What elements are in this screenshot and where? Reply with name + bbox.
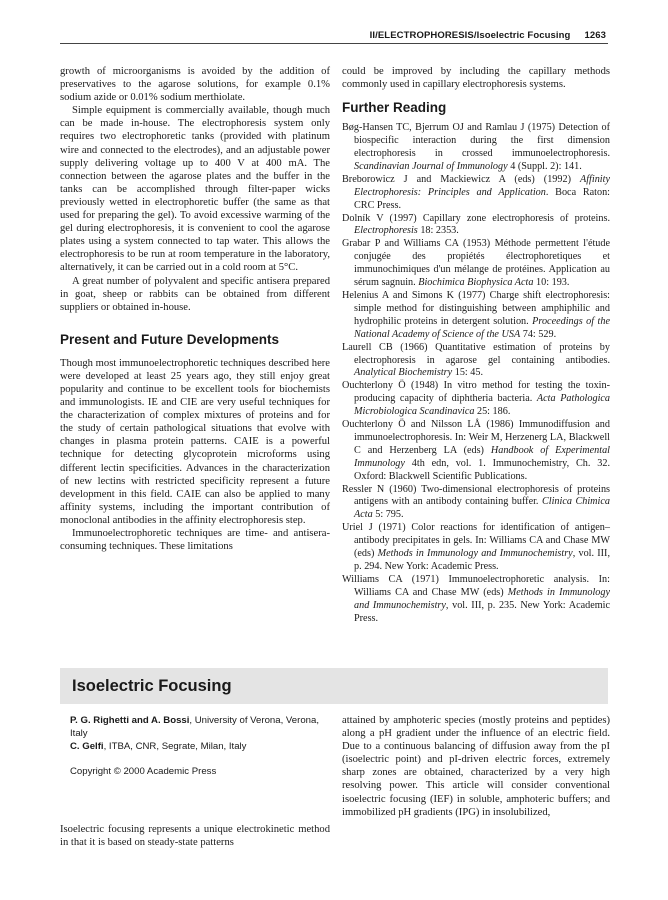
reference-volume: 25: 186. <box>474 406 511 418</box>
reference-item <box>342 419 610 484</box>
author-names-1: P. G. Righetti and A. Bossi <box>70 715 190 726</box>
reference-journal: Clinica Chimica Acta <box>354 496 610 521</box>
right-paragraph-1: could be improved by including the capillary methods commonly used in capillary electrophoresis systems. <box>342 66 610 91</box>
article-title-band <box>60 668 608 704</box>
reference-journal: Acta Pathologica Microbiologica Scandinavica <box>354 393 611 418</box>
reference-item <box>342 522 610 574</box>
reference-journal: Electrophoresis <box>354 225 418 237</box>
left-paragraph-4: Though most immunoelectrophoretic techniques described here were developed at least 25 years ago, they still enjoy great popularity and continue to be excellent tools for biochemists and immunologists. IE and CIE are very useful techniques for the characterization of complex mixtures of proteins and for the study of certain pathological situations that evolve with changes in plasma protein patterns. CAIE is a powerful technique for detecting glycoprotein microforms using different lectin specificities. Advances in the characterization of new lectins with restricted specificity represent a future development in this field. CAIE can also be applied to many affinity systems, including the important contribution of monoclonal antibodies in the affinity electrophoresis step. <box>60 357 330 526</box>
reference-volume: , vol. III, p. 294. New York: Academic Press. <box>354 548 610 572</box>
reference-item <box>342 342 610 381</box>
article-title: Isoelectric Focusing <box>72 677 232 695</box>
reference-item <box>342 380 610 419</box>
section-heading-further-reading: Further Reading <box>342 100 447 116</box>
reference-item <box>342 238 610 290</box>
reference-journal: Methods in Immunology and Immunochemistry <box>377 548 573 560</box>
reference-journal: Analytical Biochemistry <box>354 367 453 379</box>
author-line-1 <box>70 714 330 740</box>
author-affiliation-2: , ITBA, CNR, Segrate, Milan, Italy <box>103 741 247 752</box>
reference-volume: 10: 193. <box>533 277 570 289</box>
reference-citation: Dolník V (1997) Capillary zone electrophoresis of proteins. <box>342 212 610 224</box>
author-block <box>70 714 330 753</box>
reference-item <box>342 290 610 342</box>
reference-volume: 74: 529. <box>520 328 557 340</box>
reference-journal: Handbook of Experimental Immunology <box>354 444 611 469</box>
right-column <box>342 65 610 626</box>
reference-volume: 4 (Suppl. 2): 141. <box>507 160 582 172</box>
reference-citation: Ouchterlony Ö and Nilsson LÅ (1986) Immunodiffusion and immunoelectrophoresis. In: Weir M, Herzenerg LA, Blackwell C and Herzenberg LA (eds) <box>342 419 610 456</box>
reference-journal: Biochimica Biophysica Acta <box>418 277 534 289</box>
copyright-notice: Copyright © 2000 Academic Press <box>70 766 217 777</box>
author-affiliation-1: , University of Verona, Verona, Italy <box>70 715 319 739</box>
reference-volume: 4th edn, vol. 1. Immunochemistry, Ch. 32. Oxford: Blackwell Scientific Publications. <box>354 457 610 482</box>
running-header <box>370 30 606 41</box>
reference-citation: Williams CA (1971) Immunoelectrophoretic analysis. In: Williams CA and Chase MW (eds) <box>342 573 610 598</box>
reference-volume: 15: 45. <box>452 367 484 379</box>
running-header-section: II/ELECTROPHORESIS/Isoelectric Focusing <box>369 30 571 41</box>
reference-journal: Scandinavian Journal of Immunology <box>354 160 508 172</box>
reference-citation: Breborowicz J and Mackiewicz A (eds) (1992) <box>342 173 580 185</box>
article-intro-right-text: attained by amphoteric species (mostly proteins and peptides) along a pH gradient under the influence of an electric field. Due to a continuous balancing of diffusion away from the pI (isoelectric point) and pI-driven electric forces, extremely sharp zones are obtained, characterized by a very high resolving power. This article will consider conventional isoelectric focusing (IEF) in soluble, amphoteric buffers; and immobilized pH gradients (IPG) in insolubilized, <box>342 715 610 818</box>
section-heading-present-future: Present and Future Developments <box>60 331 280 347</box>
reference-citation: Ressler N (1960) Two-dimensional electrophoresis of proteins antigens with an antibody containing buffer. <box>342 483 610 508</box>
reference-citation: Uriel J (1971) Color reactions for identification of antigen–antibody precipitates in gels. In: Williams CA and Chase MW (eds) <box>342 522 610 560</box>
author-line-2 <box>70 740 330 753</box>
reference-item <box>342 174 610 213</box>
reference-list <box>342 122 610 625</box>
reference-citation: Helenius A and Simons K (1977) Charge shift electrophoresis: simple method for distinguishing between amphiphilic and hydrophilic proteins in detergent solution. <box>342 289 610 327</box>
reference-item <box>342 484 610 523</box>
article-intro-left-text: Isoelectric focusing represents a unique electrokinetic method in that it is based on steady-state patterns <box>60 824 330 849</box>
reference-journal: Proceedings of the National Academy of Science of the USA <box>354 315 610 340</box>
reference-citation: Bøg-Hansen TC, Bjerrum OJ and Ramlau J (1975) Detection of biospecific interaction during the first dimension electrophoresis in crossed immunoelectrophoresis. <box>342 122 610 159</box>
page-number: 1263 <box>584 30 606 41</box>
author-names-2: C. Gelfi <box>70 741 104 752</box>
header-rule <box>60 43 608 44</box>
reference-item <box>342 122 610 174</box>
reference-item <box>342 213 610 239</box>
left-paragraph-5: Immunoelectrophoretic techniques are time- and antisera-consuming techniques. These limitations <box>60 528 330 553</box>
left-column <box>60 65 330 553</box>
left-paragraph-3: A great number of polyvalent and specific antisera prepared in goat, sheep or rabbits can be obtained from different suppliers or obtained in-house. <box>60 275 330 313</box>
reference-citation: Laurell CB (1966) Quantitative estimation of proteins by electrophoresis in agarose gel containing antibodies. <box>342 341 610 366</box>
left-paragraph-1: growth of microorganisms is avoided by the addition of preservatives to the agarose solutions, for example 0.1% sodium azide or 0.01% sodium merthiolate. <box>60 66 330 104</box>
reference-citation: Grabar P and Williams CA (1953) Méthode permettent l'étude conjugée des propiétés électrophoretiques et immunochimiques d'un mélange de protéines. Application au sérum sagnuin. <box>342 238 610 289</box>
reference-volume: , vol. III, p. 235. New York: Academic Press. <box>354 599 611 624</box>
reference-item <box>342 574 610 626</box>
reference-citation: Ouchterlony Ö (1948) In vitro method for testing the toxin-producing capacity of diphtheria bacteria. <box>342 380 610 405</box>
reference-journal: Methods in Immunology and Immunochemistry <box>354 586 610 611</box>
left-paragraph-2: Simple equipment is commercially available, though much can be made in-house. The electrophoresis system only requires two electrophoretic tanks (provided with platinum wire and connected to the electrodes), and an adjustable power supply delivering voltage up to 400 V at 400 mA. The connection between the agarose plates and the buffer in the tanks can be accomplished through filter-paper wicks previously wetted in electrophoretic buffer (the same as that used for preparing the gel). To avoid excessive warming of the gel during electrophoresis, it is convenient to cool the agarose plates using a system connected to tap water. This allows the electrophoresis to be run at room temperature in the laboratory, alternatively, it can be carried out in a cold room at 5°C. <box>60 105 330 274</box>
reference-volume: . Boca Raton: CRC Press. <box>354 186 610 211</box>
article-intro-left <box>60 823 330 849</box>
reference-journal: Affinity Electrophoresis: Principles and Application <box>354 173 610 198</box>
reference-volume: 18: 2353. <box>417 225 459 237</box>
reference-volume: 5: 795. <box>372 509 404 521</box>
article-intro-right <box>342 714 610 819</box>
